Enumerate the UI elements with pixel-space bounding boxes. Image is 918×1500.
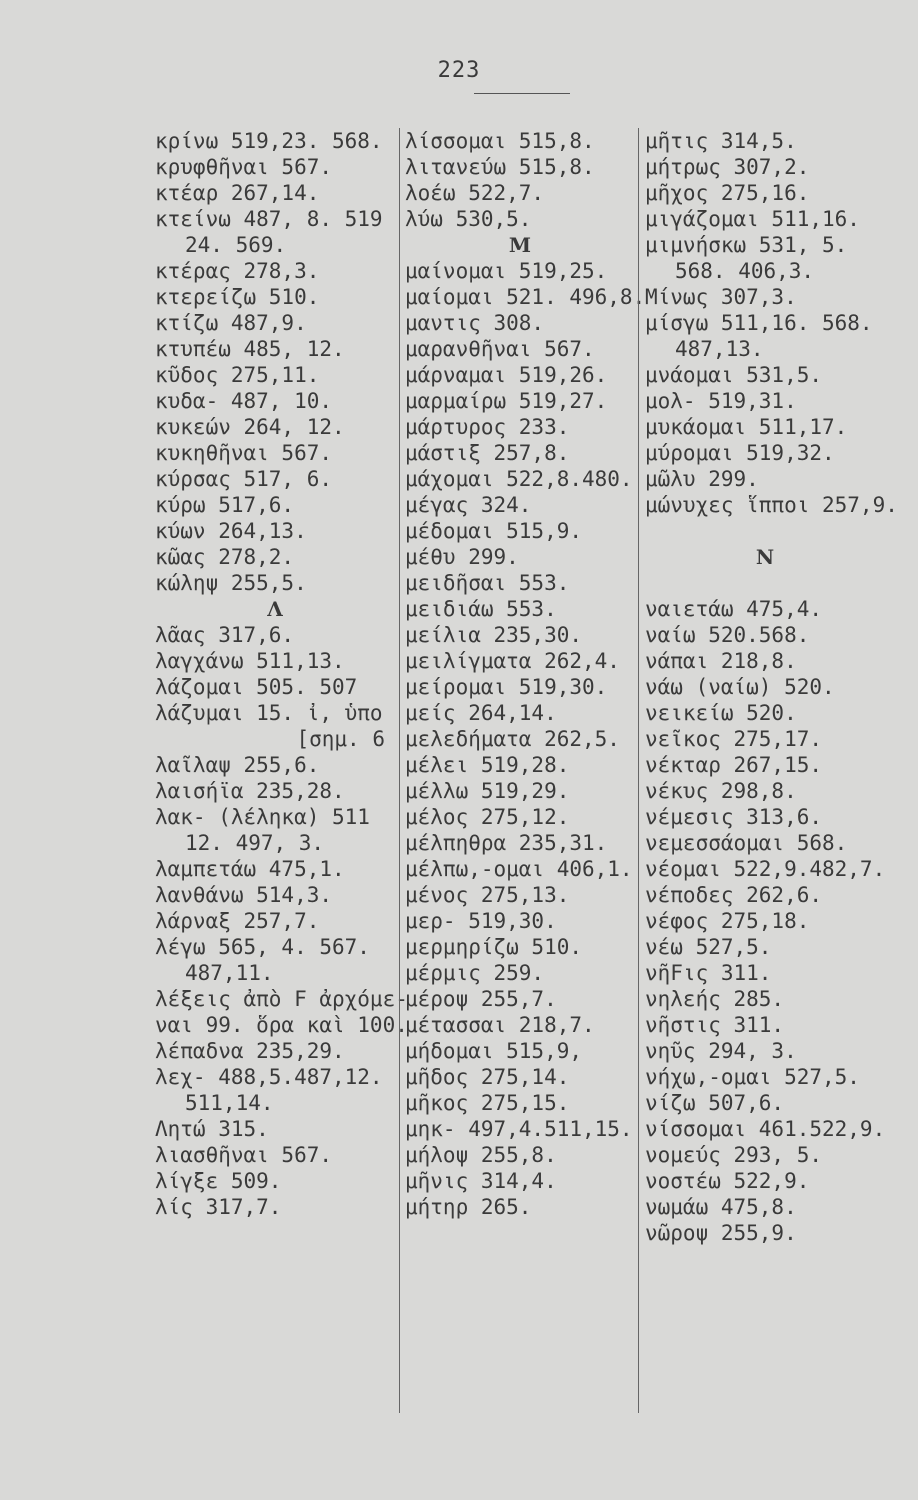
- index-entry: μέλπηθρα 235,31.: [405, 831, 608, 855]
- index-entry: λακ- (λέληκα) 511: [155, 805, 370, 829]
- index-entry: λιασθῆναι 567.: [155, 1143, 333, 1167]
- index-entry: λάρναξ 257,7.: [155, 909, 320, 933]
- index-entry: κτέρας 278,3.: [155, 259, 320, 283]
- index-entry: κρίνω 519,23. 568.: [155, 129, 383, 153]
- page-number: 223: [437, 58, 481, 83]
- index-entry: μήτρως 307,2.: [645, 155, 810, 179]
- index-entry: ναίω 520.568.: [645, 623, 810, 647]
- index-entry: νηῦς 294, 3.: [645, 1039, 797, 1063]
- index-entry: μαίνομαι 519,25.: [405, 259, 608, 283]
- index-entry: νεμεσσάομαι 568.: [645, 831, 848, 855]
- index-entry: κτυπέω 485, 12.: [155, 337, 345, 361]
- index-entry: λάζομαι 505. 507: [155, 675, 358, 699]
- index-entry: μειλίγματα 262,4.: [405, 649, 620, 673]
- index-entry: μέδομαι 515,9.: [405, 519, 583, 543]
- index-entry: λαγχάνω 511,13.: [155, 649, 345, 673]
- index-entry: λαισήϊα 235,28.: [155, 779, 345, 803]
- index-entry: νέω 527,5.: [645, 935, 772, 959]
- index-entry: λίγξε 509.: [155, 1169, 282, 1193]
- index-entry: μέλος 275,12.: [405, 805, 570, 829]
- index-entry: μίσγω 511,16. 568.: [645, 311, 873, 335]
- index-entry: μάστιξ 257,8.: [405, 441, 570, 465]
- index-entry: μειδιάω 553.: [405, 597, 557, 621]
- index-entry: μολ- 519,31.: [645, 389, 797, 413]
- index-entry: λύω 530,5.: [405, 207, 532, 231]
- index-entry: μέτασσαι 218,7.: [405, 1013, 595, 1037]
- column-divider: [399, 128, 400, 1413]
- index-entry: μέθυ 299.: [405, 545, 519, 569]
- index-entry: μῶλυ 299.: [645, 467, 759, 491]
- index-entry: μάρναμαι 519,26.: [405, 363, 608, 387]
- index-entry: μῆκος 275,15.: [405, 1091, 570, 1115]
- index-entry: μηκ- 497,4.511,15.: [405, 1117, 633, 1141]
- index-entry: μύρομαι 519,32.: [645, 441, 835, 465]
- index-entry: μείς 264,14.: [405, 701, 557, 725]
- index-entry: λαμπετάω 475,1.: [155, 857, 345, 881]
- index-entry: νοστέω 522,9.: [645, 1169, 810, 1193]
- index-entry: 487,13.: [675, 337, 764, 361]
- index-entry: μείλια 235,30.: [405, 623, 583, 647]
- index-entry: μέρμις 259.: [405, 961, 545, 985]
- index-entry: νάπαι 218,8.: [645, 649, 797, 673]
- index-entry: 511,14.: [185, 1091, 274, 1115]
- index-entry: κῶας 278,2.: [155, 545, 295, 569]
- index-entry: μαρανθῆναι 567.: [405, 337, 595, 361]
- header-rule: [474, 93, 570, 94]
- index-entry: νεικείω 520.: [645, 701, 797, 725]
- index-entry: μαρμαίρω 519,27.: [405, 389, 608, 413]
- index-entry: νομεύς 293, 5.: [645, 1143, 823, 1167]
- index-entry: νῶροψ 255,9.: [645, 1221, 797, 1245]
- index-entry: μαντις 308.: [405, 311, 545, 335]
- index-entry: λιτανεύω 515,8.: [405, 155, 595, 179]
- index-entry: νῆστις 311.: [645, 1013, 785, 1037]
- index-entry: μιμνήσκω 531, 5.: [645, 233, 848, 257]
- section-letter: Μ: [508, 233, 532, 257]
- index-entry: μερμηρίζω 510.: [405, 935, 583, 959]
- index-entry: λᾶας 317,6.: [155, 623, 295, 647]
- index-entry: Λητώ 315.: [155, 1117, 269, 1141]
- index-entry: 12. 497, 3.: [185, 831, 325, 855]
- index-entry: μέγας 324.: [405, 493, 532, 517]
- index-entry: λανθάνω 514,3.: [155, 883, 333, 907]
- index-column-1: [155, 128, 408, 1220]
- index-entry: λοέω 522,7.: [405, 181, 545, 205]
- index-entry: λέπαδνα 235,29.: [155, 1039, 345, 1063]
- index-entry: ναιετάω 475,4.: [645, 597, 823, 621]
- index-entry: μελεδήματα 262,5.: [405, 727, 620, 751]
- index-entry: κτέαρ 267,14.: [155, 181, 320, 205]
- index-entry: λίσσομαι 515,8.: [405, 129, 595, 153]
- index-entry: Μίνως 307,3.: [645, 285, 797, 309]
- index-entry: νήχω,-ομαι 527,5.: [645, 1065, 860, 1089]
- index-entry: μέλει 519,28.: [405, 753, 570, 777]
- index-entry: κώληψ 255,5.: [155, 571, 307, 595]
- index-entry: νέομαι 522,9.482,7.: [645, 857, 886, 881]
- index-entry: ναι 99. ὅρα καὶ 100.: [155, 1013, 408, 1037]
- index-entry: μάχομαι 522,8.480.: [405, 467, 633, 491]
- index-entry: νάω (ναίω) 520.: [645, 675, 835, 699]
- index-entry: μάρτυρος 233.: [405, 415, 570, 439]
- index-entry: λαῖλαψ 255,6.: [155, 753, 320, 777]
- index-entry: λεχ- 488,5.487,12.: [155, 1065, 383, 1089]
- index-entry: νῆFις 311.: [645, 961, 772, 985]
- index-entry: λάζυμαι 15. ἰ, ὑπο: [155, 701, 383, 725]
- index-entry: μένος 275,13.: [405, 883, 570, 907]
- index-entry: λέγω 565, 4. 567.: [155, 935, 370, 959]
- index-entry: νίζω 507,6.: [645, 1091, 785, 1115]
- index-entry: κύων 264,13.: [155, 519, 307, 543]
- index-entry: 24. 569.: [185, 233, 287, 257]
- index-entry: μέροψ 255,7.: [405, 987, 557, 1011]
- index-entry: μήδομαι 515,9,: [405, 1039, 583, 1063]
- index-entry: μήτηρ 265.: [405, 1195, 532, 1219]
- index-entry: κυκηθῆναι 567.: [155, 441, 333, 465]
- index-entry: μυκάομαι 511,17.: [645, 415, 848, 439]
- index-entry: μιγάζομαι 511,16.: [645, 207, 860, 231]
- section-letter: Ν: [755, 545, 775, 569]
- index-entry: [645, 518, 885, 544]
- index-entry: μέλπω,-ομαι 406,1.: [405, 857, 633, 881]
- index-entry: κύρω 517,6.: [155, 493, 295, 517]
- index-entry: [σημ. 6: [296, 727, 385, 751]
- index-entry: μνάομαι 531,5.: [645, 363, 823, 387]
- index-entry: μήλοψ 255,8.: [405, 1143, 557, 1167]
- index-column-2: [405, 128, 646, 1220]
- index-entry: μέλλω 519,29.: [405, 779, 570, 803]
- index-entry: νέμεσις 313,6.: [645, 805, 823, 829]
- index-entry: νέκυς 298,8.: [645, 779, 797, 803]
- index-entry: μερ- 519,30.: [405, 909, 557, 933]
- index-entry: μώνυχες ἵπποι 257,9.: [645, 493, 898, 517]
- index-entry: μειδῆσαι 553.: [405, 571, 570, 595]
- index-entry: 487,11.: [185, 961, 274, 985]
- index-entry: 568. 406,3.: [675, 259, 815, 283]
- index-entry: μῆνις 314,4.: [405, 1169, 557, 1193]
- index-entry: κυδα- 487, 10.: [155, 389, 333, 413]
- index-entry: νέποδες 262,6.: [645, 883, 823, 907]
- index-entry: νίσσομαι 461.522,9.: [645, 1117, 886, 1141]
- index-entry: μαίομαι 521. 496,8.: [405, 285, 646, 309]
- index-entry: μῆτις 314,5.: [645, 129, 797, 153]
- column-divider: [638, 128, 639, 1413]
- index-entry: κύρσας 517, 6.: [155, 467, 333, 491]
- index-entry: μῆδος 275,14.: [405, 1065, 570, 1089]
- index-entry: κυκεών 264, 12.: [155, 415, 345, 439]
- index-entry: κρυφθῆναι 567.: [155, 155, 333, 179]
- index-entry: νεῖκος 275,17.: [645, 727, 823, 751]
- index-entry: νηλεής 285.: [645, 987, 785, 1011]
- index-entry: νέφος 275,18.: [645, 909, 810, 933]
- section-letter: Λ: [267, 597, 283, 621]
- index-entry: κτίζω 487,9.: [155, 311, 307, 335]
- index-entry: λίς 317,7.: [155, 1195, 282, 1219]
- index-entry: νωμάω 475,8.: [645, 1195, 797, 1219]
- index-entry: κτερείζω 510.: [155, 285, 320, 309]
- index-entry: [645, 570, 885, 596]
- index-entry: μῆχος 275,16.: [645, 181, 810, 205]
- index-entry: κτείνω 487, 8. 519: [155, 207, 383, 231]
- index-entry: νέκταρ 267,15.: [645, 753, 823, 777]
- index-entry: λέξεις ἀπὸ F ἀρχόμε-: [155, 987, 408, 1011]
- index-column-3: [645, 128, 898, 1246]
- index-entry: κῦδος 275,11.: [155, 363, 320, 387]
- index-entry: μείρομαι 519,30.: [405, 675, 608, 699]
